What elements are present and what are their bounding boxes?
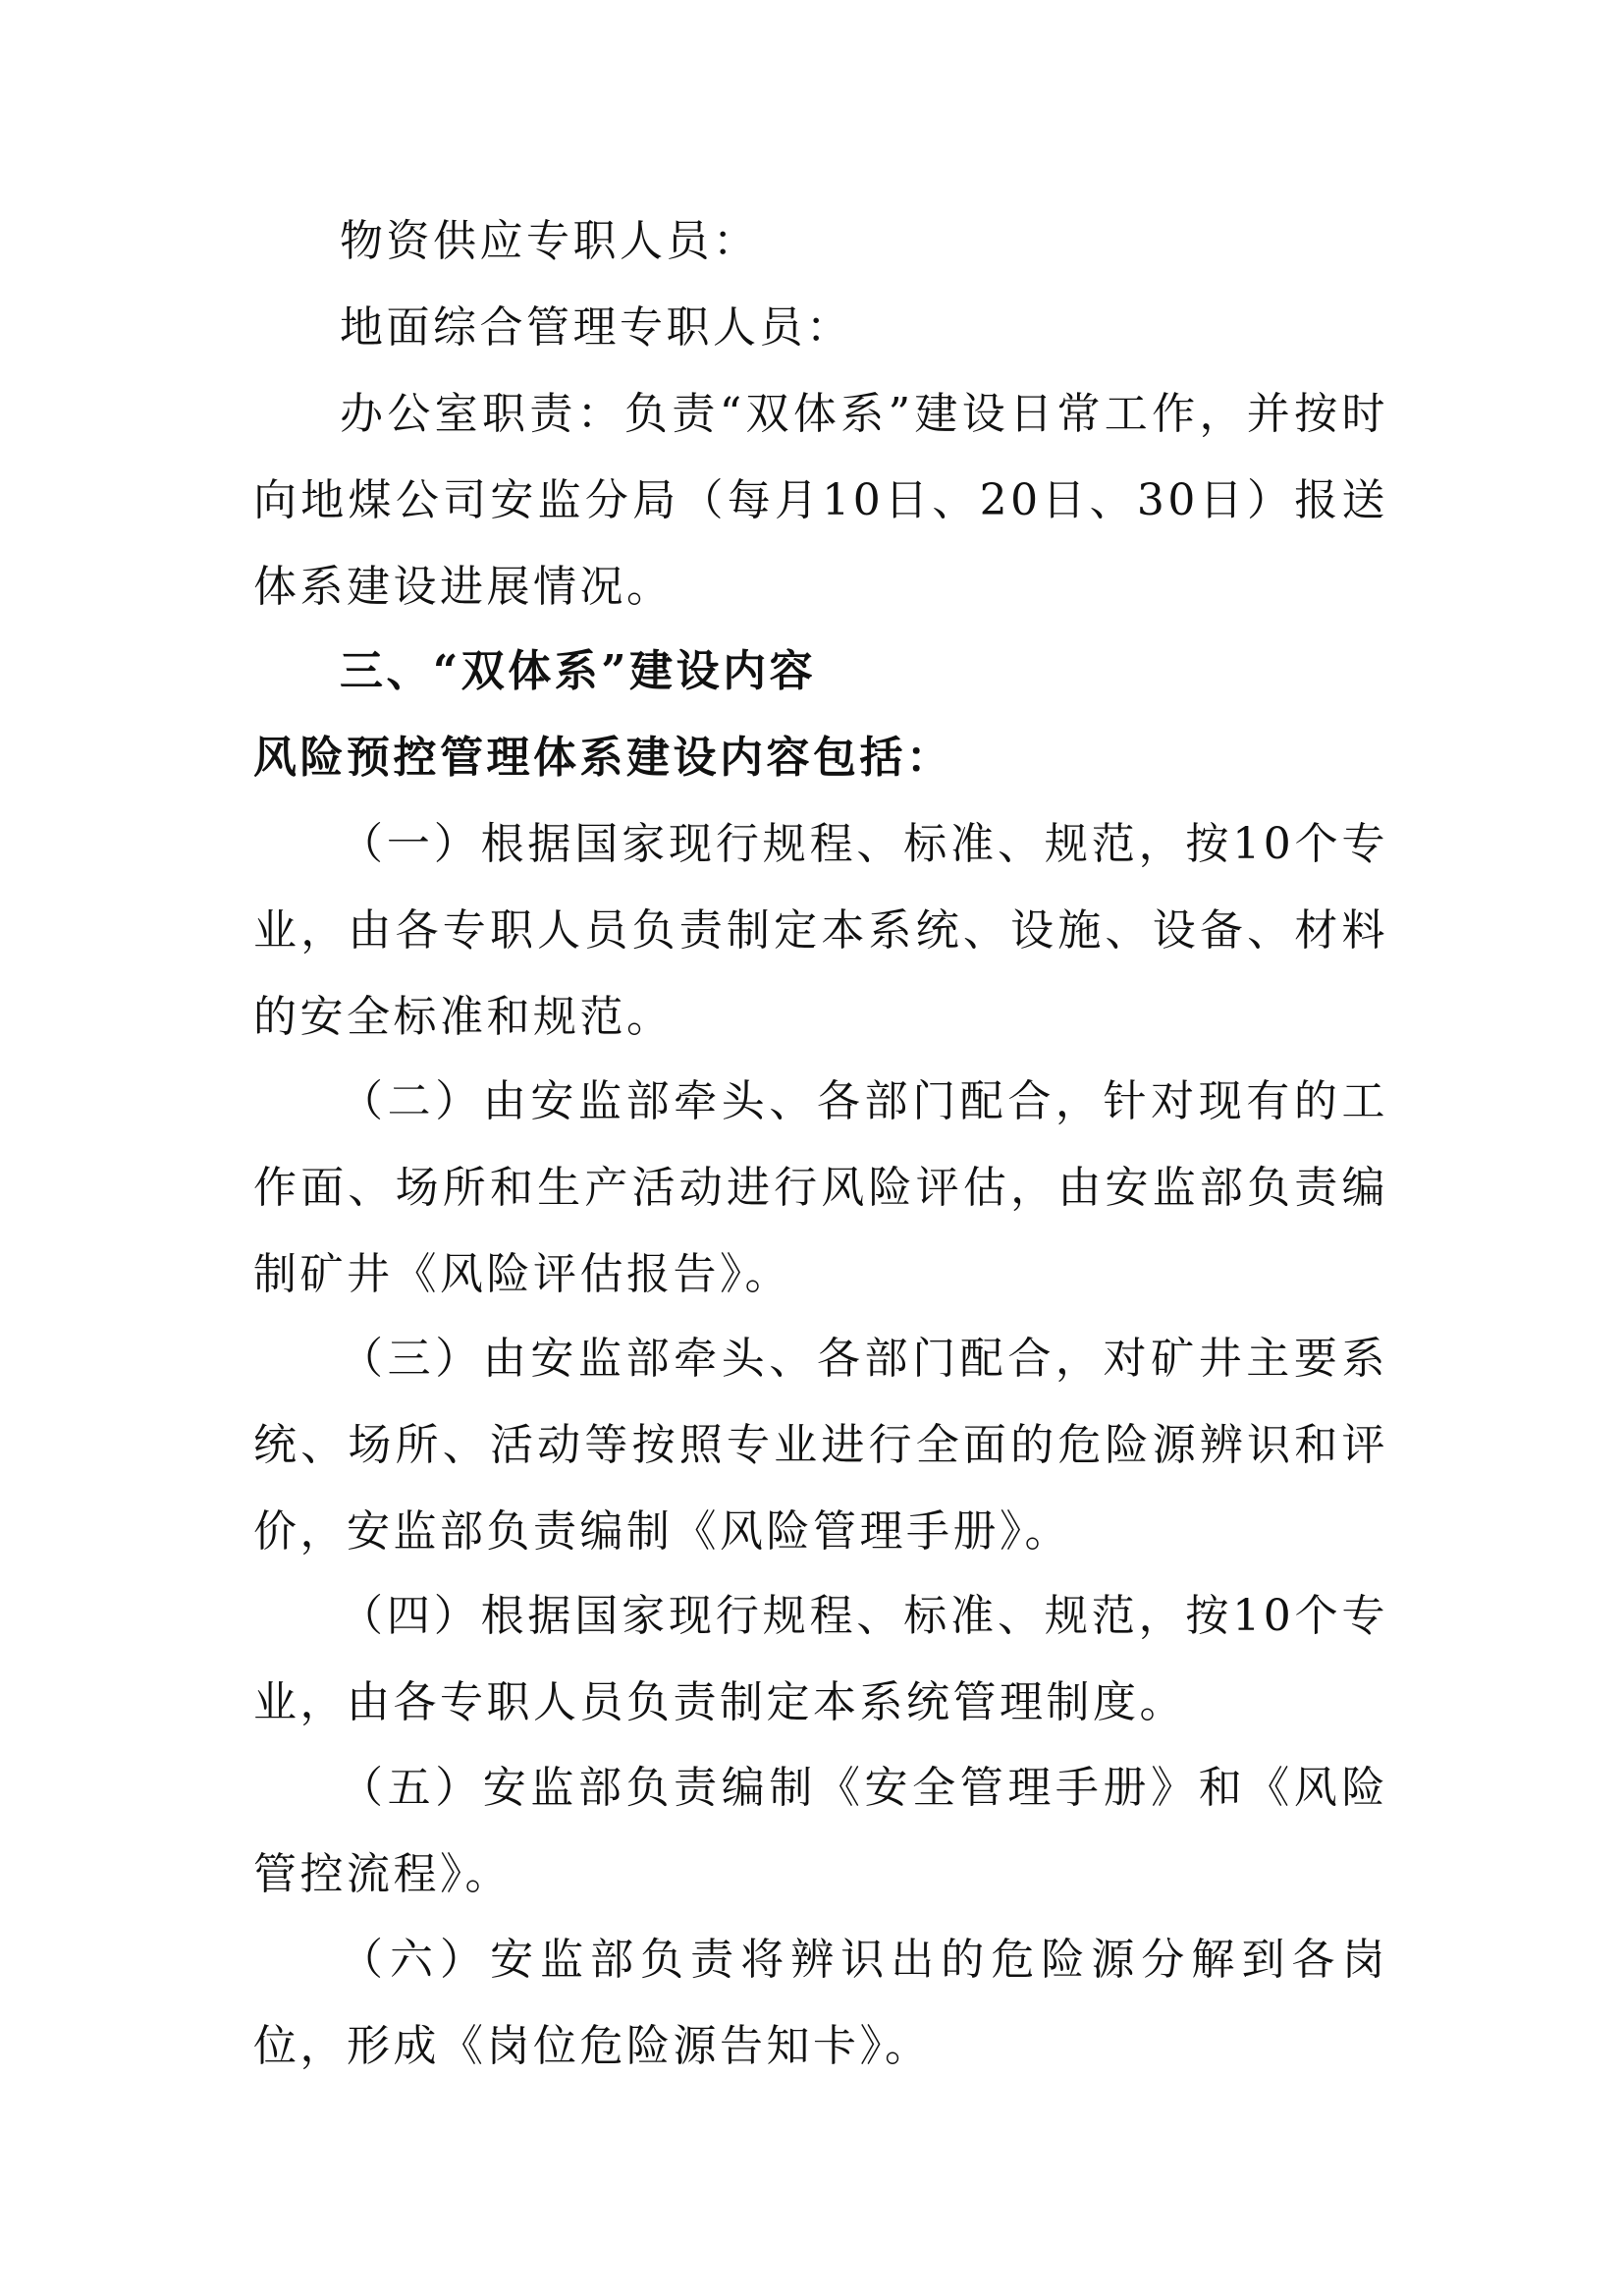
- paragraph-ground-management-staff: 地面综合管理专职人员：: [340, 302, 853, 353]
- paragraph-material-supply-staff: 物资供应专职人员：: [340, 216, 760, 266]
- section-heading-three: 三、“双体系”建设内容: [340, 646, 817, 696]
- subheading-risk-control-system: 风险预控管理体系建设内容包括：: [253, 733, 953, 783]
- paragraph-item-four: （四）根据国家现行规程、标准、规范，按10个专业，由各专职人员负责制定本系统管理制度。: [253, 1591, 1388, 1727]
- paragraph-office-duties: 办公室职责：负责“双体系”建设日常工作，并按时向地煤公司安监分局（每月10日、20日、30日）报送体系建设进展情况。: [253, 389, 1388, 612]
- paragraph-item-five: （五）安监部负责编制《安全管理手册》和《风险管控流程》。: [253, 1763, 1388, 1899]
- paragraph-item-one: （一）根据国家现行规程、标准、规范，按10个专业，由各专职人员负责制定本系统、设施、设备、材料的安全标准和规范。: [253, 819, 1388, 1042]
- paragraph-item-three: （三）由安监部牵头、各部门配合，对矿井主要系统、场所、活动等按照专业进行全面的危险源辨识和评价，安监部负责编制《风险管理手册》。: [253, 1334, 1388, 1557]
- paragraph-item-two: （二）由安监部牵头、各部门配合，针对现有的工作面、场所和生产活动进行风险评估，由安监部负责编制矿井《风险评估报告》。: [253, 1076, 1388, 1299]
- paragraph-item-six: （六）安监部负责将辨识出的危险源分解到各岗位，形成《岗位危险源告知卡》。: [253, 1935, 1388, 2071]
